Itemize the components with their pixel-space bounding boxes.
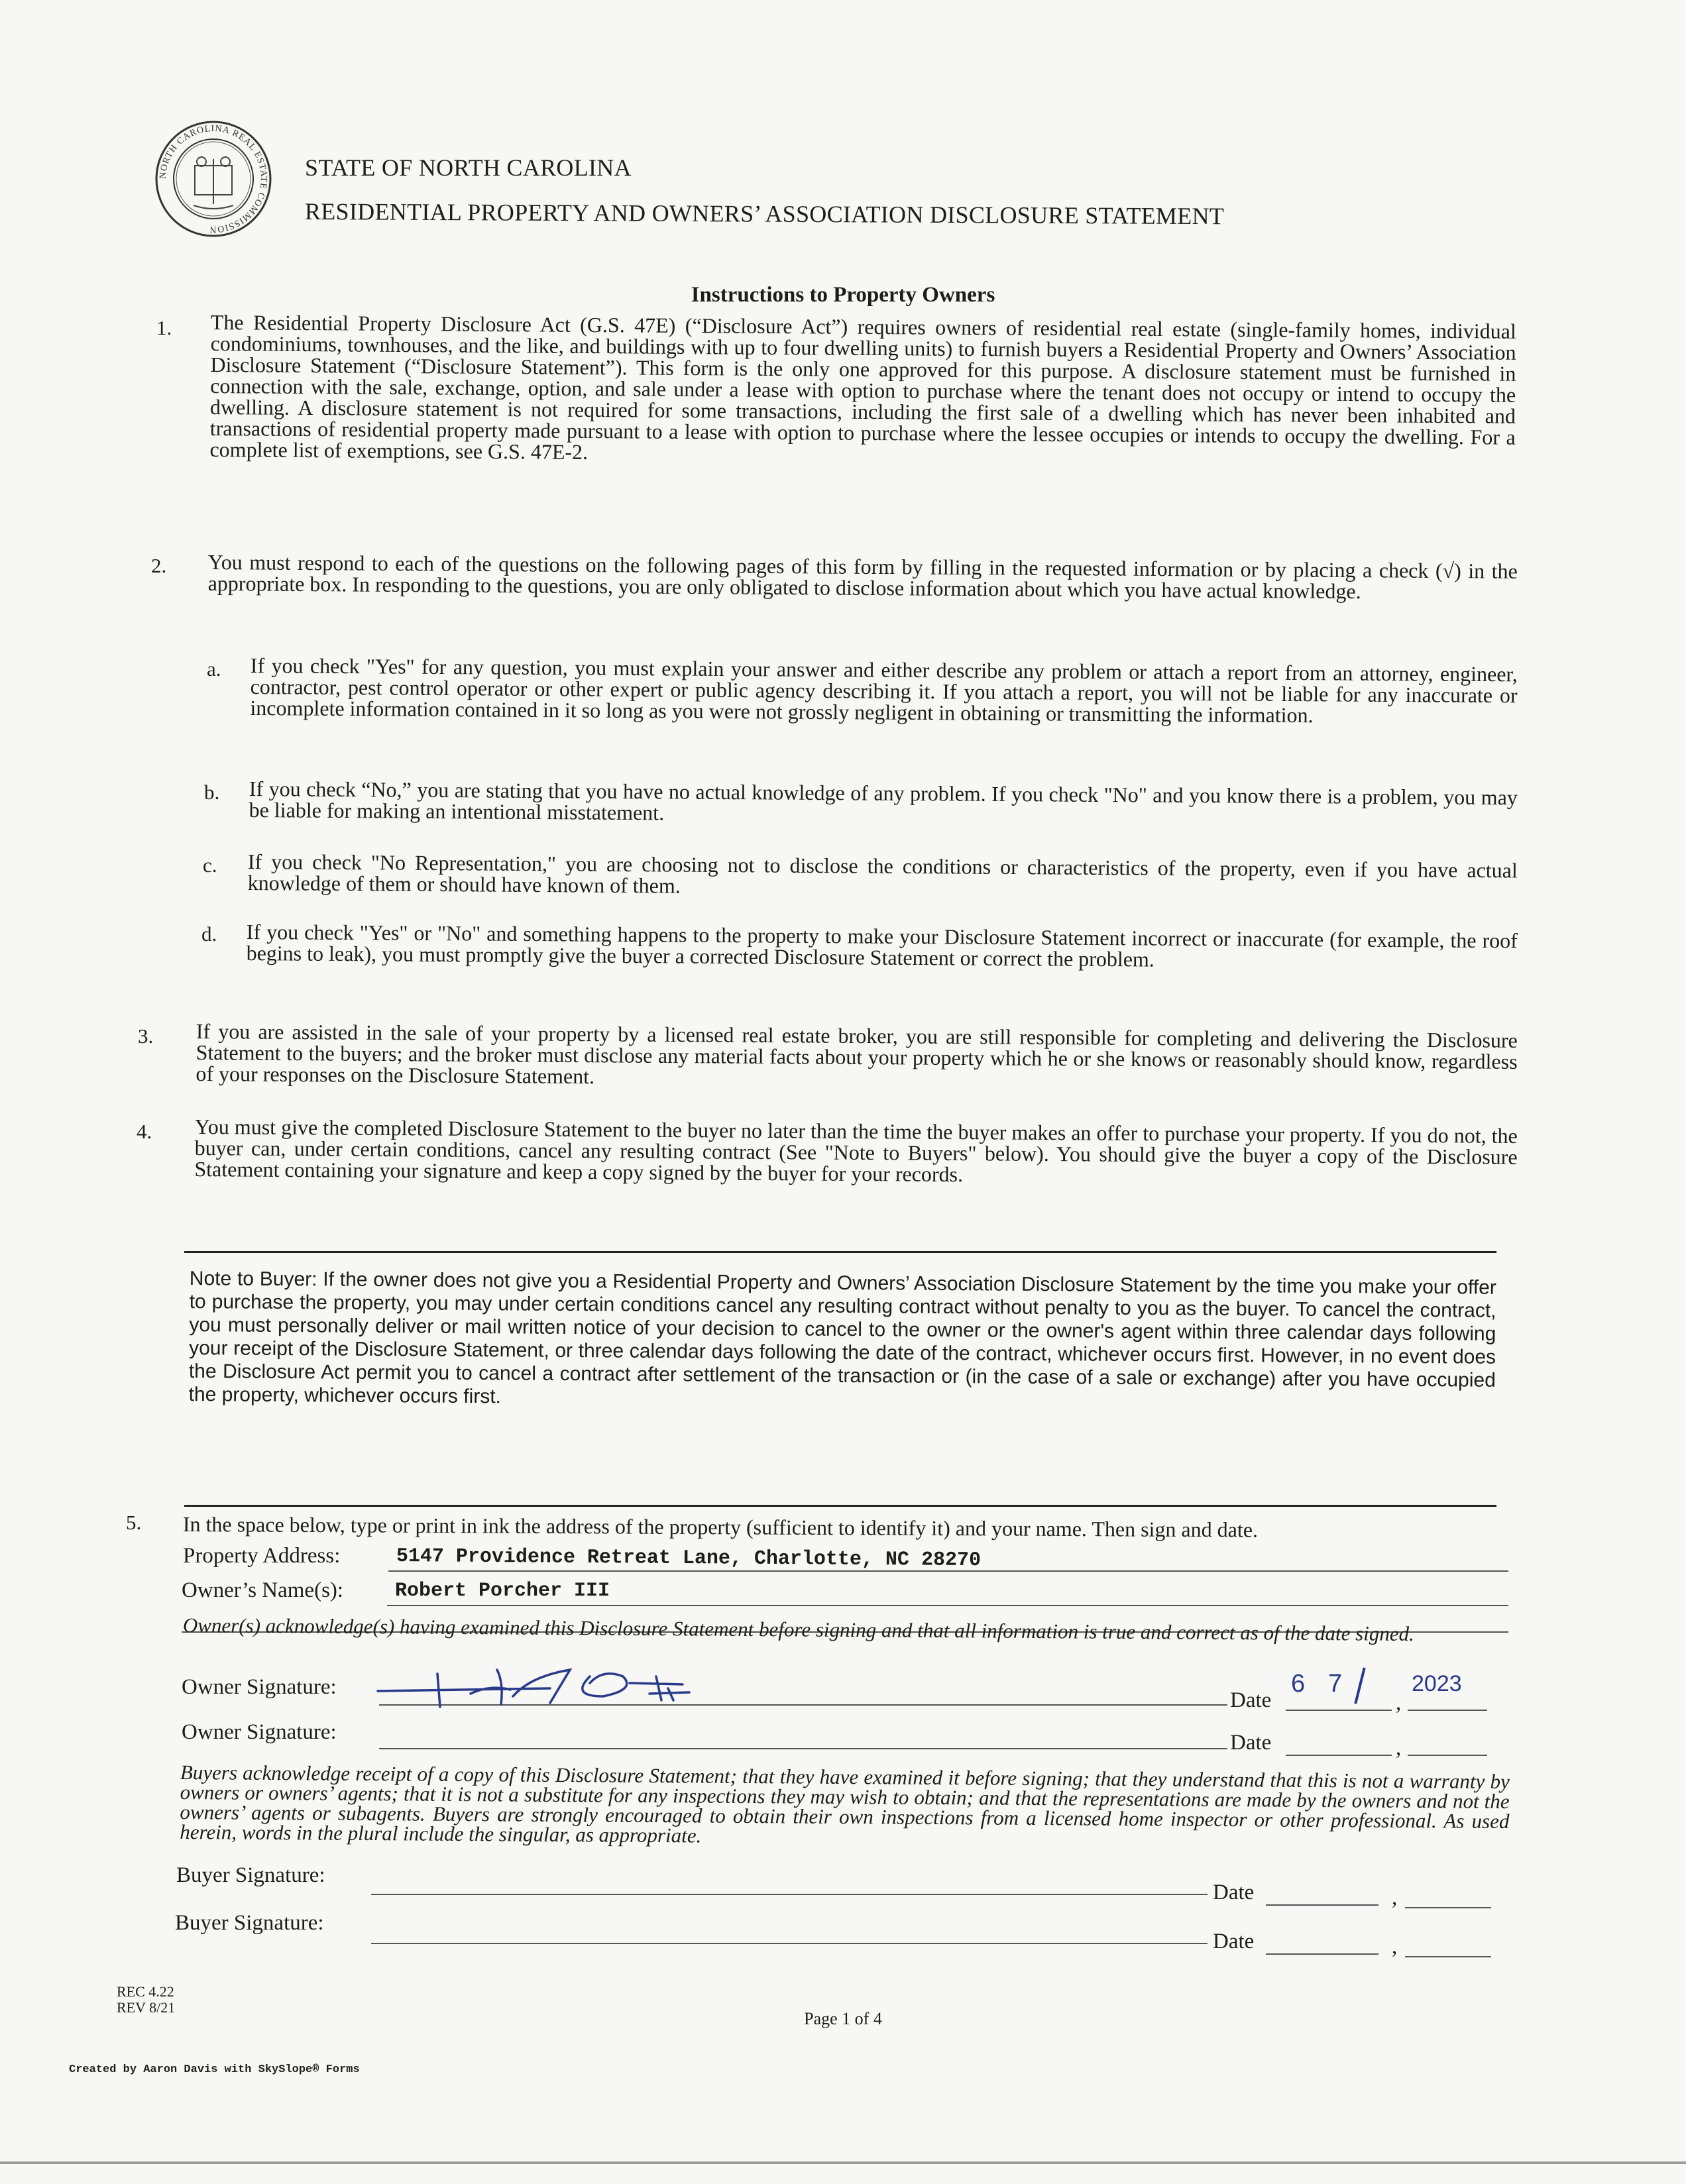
- date-comma: ,: [1396, 1736, 1402, 1760]
- date-comma: ,: [1392, 1886, 1398, 1910]
- svg-text:NORTH CAROLINA REAL ESTATE COM: NORTH CAROLINA REAL ESTATE COMMISSION: [158, 123, 269, 235]
- subitem-letter: c.: [203, 853, 217, 877]
- owner-signature-label: Owner Signature:: [182, 1675, 337, 1699]
- owner-2-date-label: Date: [1230, 1731, 1272, 1755]
- instruction-subitem-d: If you check "Yes" or "No" and something happens to the property to make your Disclosure Statement incorrect or inaccurate (for example, the roof begins to leak), you must promptly give the buyer a corrected Disclosure Statement or correct the problem.: [246, 920, 1518, 971]
- buyer-acknowledgement: Buyers acknowledge receipt of a copy of this Disclosure Statement; that they have examined it before signing; that they understand that this is not a warranty by owners or owners’ agents; that it is not a substitute for any inspections they may wish to obtain; and that the representations are made by the owners and not the owners’ agents or subagents. Buyers are strongly encouraged to obtain their own inspections from a licensed home inspector or other professional. As used herein, words in the plural include the singular, as appropriate.: [180, 1761, 1510, 1847]
- buyer-date-label: Date: [1213, 1881, 1255, 1904]
- item-number: 4.: [137, 1120, 152, 1143]
- buyer-date-line: [1266, 1904, 1378, 1906]
- date-comma: ,: [1396, 1691, 1402, 1715]
- property-address-value[interactable]: 5147 Providence Retreat Lane, Charlotte, NC 28270: [396, 1545, 982, 1572]
- owner-signature: [371, 1650, 769, 1716]
- form-code: REC 4.22: [117, 1983, 174, 2000]
- nc-real-estate-commission-seal: [154, 119, 273, 239]
- instruction-subitem-c: If you check "No Representation," you are choosing not to disclose the conditions or characteristics of the property, even if you have actual knowledge of them or should have known of them.: [247, 849, 1518, 898]
- owner-names-label: Owner’s Name(s):: [182, 1578, 344, 1602]
- instruction-item-3: If you are assisted in the sale of your property by a licensed real estate broker, you are still responsible for completing and delivering the Disclosure Statement to the buyers; and the broker must disclose any material facts about your property which he or she knows or reasonably should know, regardless of your responses on the Disclosure Statement.: [196, 1019, 1518, 1089]
- buyer-2-year-line: [1405, 1956, 1491, 1957]
- instruction-item-5: In the space below, type or print in ink the address of the property (sufficient to identify it) and your name. Then sign and date.: [182, 1512, 1259, 1542]
- owner-date-line: [1286, 1710, 1392, 1711]
- item-number: 1.: [156, 316, 172, 339]
- owner-signature-2-line: [379, 1748, 1227, 1749]
- instruction-subitem-b: If you check “No,” you are stating that you have no actual knowledge of any problem. If you check "No" and you know there is a problem, you may be liable for making an intentional misstatement.: [249, 777, 1518, 825]
- state-title: STATE OF NORTH CAROLINA: [305, 154, 632, 181]
- subitem-letter: b.: [204, 781, 220, 804]
- buyer-signature-line: [371, 1894, 1208, 1895]
- subitem-letter: a.: [207, 657, 221, 681]
- item-number: 3.: [138, 1024, 154, 1048]
- form-title: RESIDENTIAL PROPERTY AND OWNERS’ ASSOCIATION DISCLOSURE STATEMENT: [304, 198, 1225, 230]
- owner-date-day[interactable]: 7: [1328, 1670, 1343, 1698]
- date-comma: ,: [1392, 1935, 1398, 1959]
- created-by-note: Created by Aaron Davis with SkySlope® Forms: [69, 2063, 360, 2076]
- owner-signature-2-label: Owner Signature:: [182, 1720, 337, 1744]
- owner-2-date-line: [1286, 1755, 1392, 1756]
- instruction-item-4: You must give the completed Disclosure Statement to the buyer no later than the time the buyer makes an offer to purchase your property. If you do not, the buyer can, under certain conditions, cancel any resulting contract (See "Note to Buyers" below). You should give the buyer a copy of the Disclosure Statement containing your signature and keep a copy signed by the buyer for your records.: [194, 1115, 1518, 1187]
- scan-edge-line: [0, 2161, 1686, 2164]
- buyer-signature-2-line: [371, 1943, 1208, 1944]
- buyer-year-line: [1405, 1907, 1491, 1908]
- instruction-item-2: You must respond to each of the questions on the following pages of this form by filling in the requested information or by placing a check (√) in the appropriate box. In responding to the questions, you are only obligated to disclose information about which you have actual knowledge.: [207, 550, 1518, 604]
- subitem-letter: d.: [201, 922, 217, 946]
- form-revision: REV 8/21: [117, 1999, 176, 2016]
- property-address-line: [388, 1570, 1508, 1572]
- owner-2-year-line: [1408, 1755, 1487, 1756]
- buyer-signature-label: Buyer Signature:: [176, 1863, 325, 1887]
- item-number: 2.: [151, 554, 167, 577]
- buyer-signature-2-label: Buyer Signature:: [175, 1911, 324, 1935]
- instruction-subitem-a: If you check "Yes" for any question, you must explain your answer and either describe any problem or attach a report from an attorney, engineer, contractor, pest control operator or other expert or public agency describing it. If you attach a report, you will not be liable for any inaccurate or incomplete information contained in it so long as you were not grossly negligent in obtaining or transmitting the information.: [250, 653, 1518, 728]
- note-to-buyer-text: Note to Buyer: If the owner does not give you a Residential Property and Owners’ Association Disclosure Statement by the time you make your offer to purchase the property, you may under certain conditions cancel any resulting contract without penalty to you as the buyer. To cancel the contract, you must personally deliver or mail written notice of your decision to cancel to the owner or the owner's agent within three calendar days following your receipt of the Disclosure Statement, or three calendar days following the date of the contract, whichever occurs first. However, in no event does the Disclosure Act permit you to cancel a contract after settlement of the transaction or (in the case of a sale or exchange) after you have occupied the property, whichever occurs first.: [188, 1268, 1496, 1408]
- owner-date-year[interactable]: 2023: [1412, 1671, 1462, 1696]
- buyer-2-date-line: [1266, 1953, 1378, 1955]
- owner-names-line: [387, 1605, 1508, 1606]
- instructions-heading: Instructions to Property Owners: [691, 283, 995, 307]
- buyer-2-date-label: Date: [1213, 1930, 1255, 1953]
- owner-year-line: [1408, 1710, 1487, 1711]
- item-number: 5.: [126, 1511, 142, 1534]
- owner-acknowledgement: Owner(s) acknowledge(s) having examined this Disclosure Statement before signing and that all information is true and correct as of the date signed.: [182, 1613, 1415, 1645]
- date-slash-mark: [1354, 1667, 1365, 1704]
- property-address-label: Property Address:: [183, 1544, 341, 1568]
- owner-date-label: Date: [1230, 1688, 1272, 1712]
- owner-date-month[interactable]: 6: [1291, 1670, 1306, 1698]
- owner-names-value[interactable]: Robert Porcher III: [395, 1580, 610, 1602]
- instruction-item-1: The Residential Property Disclosure Act (G.S. 47E) (“Disclosure Act”) requires owners of residential real estate (single-family homes, individual condominiums, townhouses, and the like, and buildings with up to four dwelling units) to furnish buyers a Residential Property and Owners’ Association Disclosure Statement (“Disclosure Statement”). This form is the only one approved for this purpose. A disclosure statement must be furnished in connection with the sale, exchange, option, and sale under a lease with option to purchase where the tenant does not occupy or intend to occupy the dwelling. A disclosure statement is not required for some transactions, including the first sale of a dwelling which has never been inhabited and transactions of residential property made pursuant to a lease with option to purchase where the lessee occupies or intends to occupy the dwelling. For a complete list of exemptions, see G.S. 47E-2.: [209, 310, 1516, 464]
- page-number: Page 1 of 4: [804, 2009, 882, 2028]
